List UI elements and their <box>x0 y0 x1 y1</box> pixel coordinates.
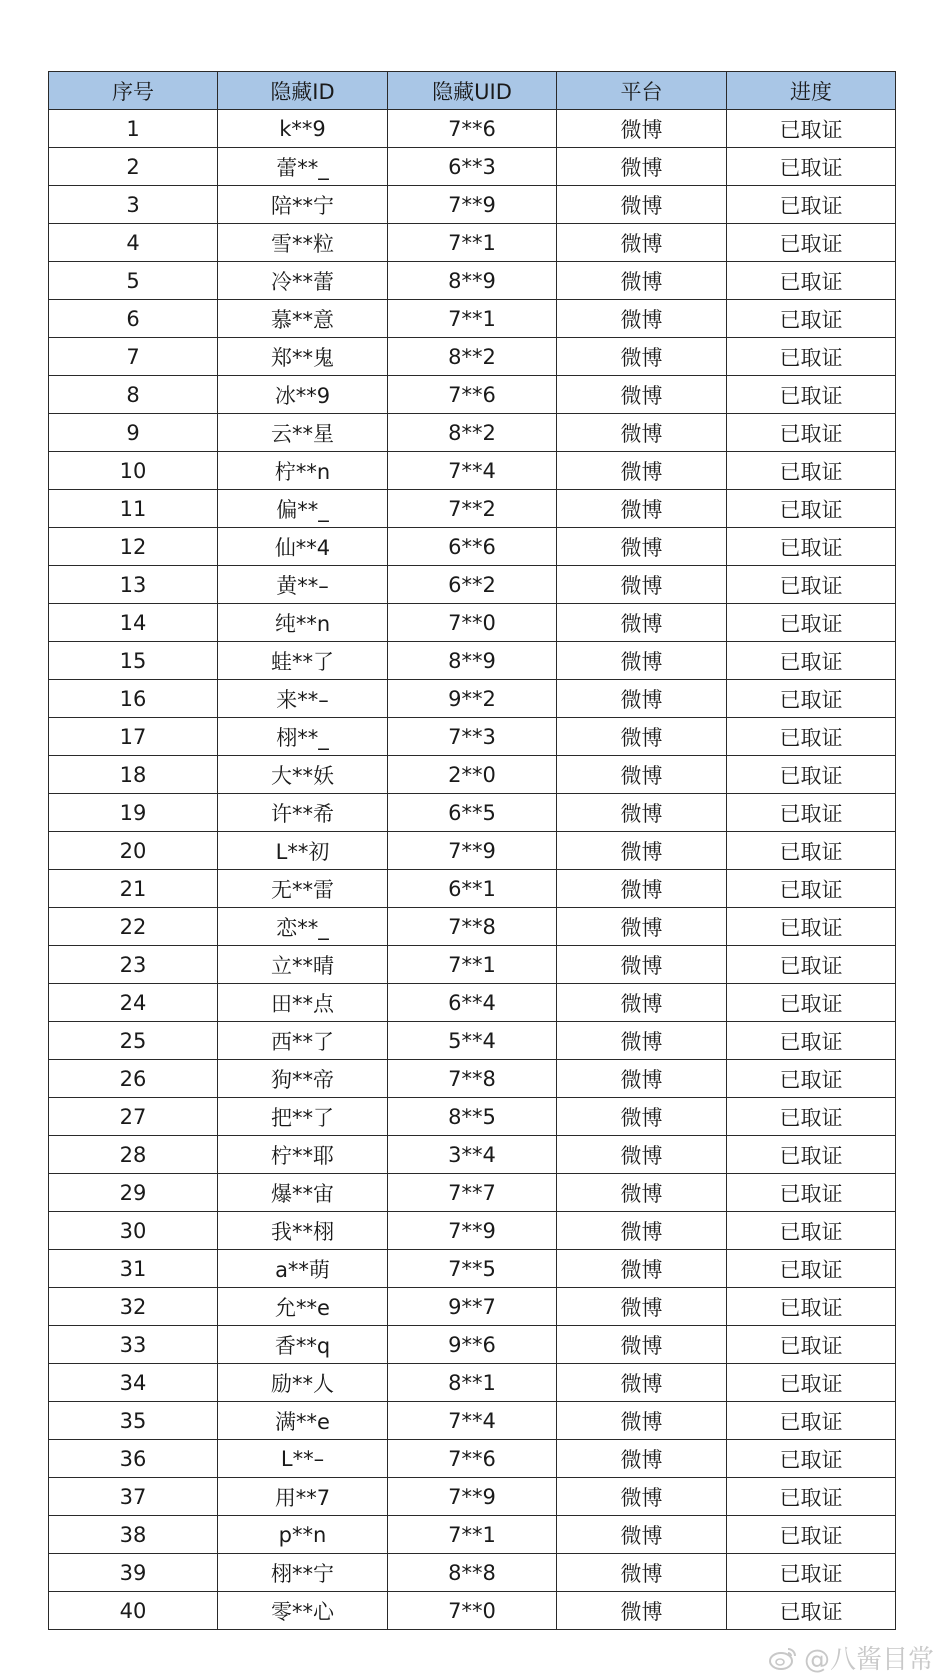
cell-hidden-id: 慕**意 <box>218 300 388 338</box>
table-row <box>49 832 896 870</box>
cell-platform: 微博 <box>557 832 727 870</box>
cell-index: 8 <box>49 376 218 414</box>
table-row <box>49 1440 896 1478</box>
cell-hidden-uid: 8**5 <box>388 1098 557 1136</box>
cell-hidden-uid: 8**8 <box>388 1554 557 1592</box>
cell-hidden-uid: 6**3 <box>388 148 557 186</box>
table-row <box>49 262 896 300</box>
cell-index: 34 <box>49 1364 218 1402</box>
cell-index: 5 <box>49 262 218 300</box>
cell-index: 4 <box>49 224 218 262</box>
cell-platform: 微博 <box>557 1516 727 1554</box>
cell-index: 35 <box>49 1402 218 1440</box>
cell-index: 16 <box>49 680 218 718</box>
cell-index: 2 <box>49 148 218 186</box>
cell-platform: 微博 <box>557 1364 727 1402</box>
cell-hidden-id: 爆**宙 <box>218 1174 388 1212</box>
cell-hidden-id: L**初 <box>218 832 388 870</box>
table-row <box>49 870 896 908</box>
table-row <box>49 756 896 794</box>
cell-hidden-id: 冰**9 <box>218 376 388 414</box>
cell-platform: 微博 <box>557 186 727 224</box>
cell-progress: 已取证 <box>727 984 896 1022</box>
cell-progress: 已取证 <box>727 452 896 490</box>
table-row <box>49 566 896 604</box>
records-body <box>49 110 896 1630</box>
cell-progress: 已取证 <box>727 338 896 376</box>
cell-hidden-uid: 7**9 <box>388 186 557 224</box>
cell-hidden-uid: 9**6 <box>388 1326 557 1364</box>
cell-platform: 微博 <box>557 528 727 566</box>
cell-hidden-uid: 7**6 <box>388 376 557 414</box>
cell-index: 9 <box>49 414 218 452</box>
cell-platform: 微博 <box>557 452 727 490</box>
cell-hidden-id: 许**希 <box>218 794 388 832</box>
cell-progress: 已取证 <box>727 1174 896 1212</box>
table-row <box>49 1478 896 1516</box>
cell-platform: 微博 <box>557 110 727 148</box>
cell-hidden-id: L**– <box>218 1440 388 1478</box>
cell-hidden-uid: 7**4 <box>388 452 557 490</box>
cell-progress: 已取证 <box>727 148 896 186</box>
header-cell-hidden-uid: 隐藏UID <box>388 72 557 110</box>
table-row <box>49 1326 896 1364</box>
cell-index: 11 <box>49 490 218 528</box>
table-row <box>49 300 896 338</box>
table-row <box>49 1098 896 1136</box>
cell-hidden-uid: 7**1 <box>388 946 557 984</box>
cell-hidden-uid: 6**5 <box>388 794 557 832</box>
cell-hidden-id: k**9 <box>218 110 388 148</box>
cell-platform: 微博 <box>557 300 727 338</box>
cell-platform: 微博 <box>557 414 727 452</box>
cell-progress: 已取证 <box>727 870 896 908</box>
cell-platform: 微博 <box>557 1022 727 1060</box>
cell-index: 40 <box>49 1592 218 1630</box>
cell-progress: 已取证 <box>727 604 896 642</box>
cell-progress: 已取证 <box>727 1440 896 1478</box>
cell-progress: 已取证 <box>727 414 896 452</box>
cell-index: 22 <box>49 908 218 946</box>
cell-progress: 已取证 <box>727 262 896 300</box>
table-row <box>49 414 896 452</box>
cell-hidden-uid: 7**6 <box>388 110 557 148</box>
cell-index: 14 <box>49 604 218 642</box>
cell-index: 19 <box>49 794 218 832</box>
cell-hidden-uid: 6**6 <box>388 528 557 566</box>
table-row <box>49 718 896 756</box>
cell-hidden-id: 恋**_ <box>218 908 388 946</box>
cell-platform: 微博 <box>557 1402 727 1440</box>
cell-progress: 已取证 <box>727 1402 896 1440</box>
cell-index: 10 <box>49 452 218 490</box>
cell-progress: 已取证 <box>727 1554 896 1592</box>
cell-hidden-id: 西**了 <box>218 1022 388 1060</box>
cell-hidden-id: 田**点 <box>218 984 388 1022</box>
cell-index: 32 <box>49 1288 218 1326</box>
table-row <box>49 376 896 414</box>
table-row <box>49 452 896 490</box>
cell-platform: 微博 <box>557 1098 727 1136</box>
table-row <box>49 908 896 946</box>
cell-hidden-id: 励**人 <box>218 1364 388 1402</box>
cell-progress: 已取证 <box>727 1364 896 1402</box>
header-cell-platform: 平台 <box>557 72 727 110</box>
cell-hidden-uid: 7**9 <box>388 1212 557 1250</box>
cell-hidden-uid: 7**0 <box>388 1592 557 1630</box>
header-cell-progress: 进度 <box>727 72 896 110</box>
cell-platform: 微博 <box>557 566 727 604</box>
cell-index: 29 <box>49 1174 218 1212</box>
cell-progress: 已取证 <box>727 680 896 718</box>
cell-hidden-id: 陪**宁 <box>218 186 388 224</box>
cell-hidden-uid: 7**8 <box>388 908 557 946</box>
cell-progress: 已取证 <box>727 1592 896 1630</box>
cell-index: 39 <box>49 1554 218 1592</box>
cell-hidden-uid: 3**4 <box>388 1136 557 1174</box>
cell-index: 15 <box>49 642 218 680</box>
cell-index: 21 <box>49 870 218 908</box>
cell-hidden-uid: 7**8 <box>388 1060 557 1098</box>
table-row <box>49 1174 896 1212</box>
cell-progress: 已取证 <box>727 1326 896 1364</box>
cell-progress: 已取证 <box>727 1022 896 1060</box>
records-table <box>48 71 896 1630</box>
cell-hidden-id: 仙**4 <box>218 528 388 566</box>
cell-platform: 微博 <box>557 1554 727 1592</box>
cell-platform: 微博 <box>557 1440 727 1478</box>
cell-progress: 已取证 <box>727 1250 896 1288</box>
cell-hidden-uid: 7**9 <box>388 1478 557 1516</box>
cell-hidden-uid: 7**1 <box>388 1516 557 1554</box>
cell-index: 31 <box>49 1250 218 1288</box>
cell-hidden-uid: 7**1 <box>388 300 557 338</box>
table-row <box>49 110 896 148</box>
cell-progress: 已取证 <box>727 718 896 756</box>
cell-platform: 微博 <box>557 262 727 300</box>
cell-progress: 已取证 <box>727 756 896 794</box>
cell-index: 7 <box>49 338 218 376</box>
cell-platform: 微博 <box>557 870 727 908</box>
table-row <box>49 1022 896 1060</box>
cell-hidden-uid: 9**2 <box>388 680 557 718</box>
table-row <box>49 148 896 186</box>
cell-index: 38 <box>49 1516 218 1554</box>
cell-platform: 微博 <box>557 642 727 680</box>
cell-index: 6 <box>49 300 218 338</box>
cell-progress: 已取证 <box>727 186 896 224</box>
cell-progress: 已取证 <box>727 642 896 680</box>
cell-platform: 微博 <box>557 1212 727 1250</box>
table-row <box>49 186 896 224</box>
cell-hidden-id: 立**晴 <box>218 946 388 984</box>
cell-hidden-id: 冷**蕾 <box>218 262 388 300</box>
cell-hidden-id: 柠**耶 <box>218 1136 388 1174</box>
table-row <box>49 338 896 376</box>
header-row <box>49 72 896 110</box>
cell-progress: 已取证 <box>727 1516 896 1554</box>
cell-hidden-uid: 2**0 <box>388 756 557 794</box>
cell-hidden-id: 大**妖 <box>218 756 388 794</box>
cell-progress: 已取证 <box>727 908 896 946</box>
table-row <box>49 1136 896 1174</box>
table-row <box>49 1554 896 1592</box>
table-row <box>49 1592 896 1630</box>
cell-index: 23 <box>49 946 218 984</box>
cell-progress: 已取证 <box>727 832 896 870</box>
header-cell-hidden-id: 隐藏ID <box>218 72 388 110</box>
cell-index: 3 <box>49 186 218 224</box>
cell-index: 27 <box>49 1098 218 1136</box>
cell-platform: 微博 <box>557 756 727 794</box>
weibo-logo-icon <box>768 1645 798 1671</box>
cell-hidden-id: 黄**– <box>218 566 388 604</box>
cell-platform: 微博 <box>557 1136 727 1174</box>
table-row <box>49 1364 896 1402</box>
cell-platform: 微博 <box>557 1592 727 1630</box>
cell-platform: 微博 <box>557 794 727 832</box>
table-row <box>49 1516 896 1554</box>
cell-hidden-id: 无**雷 <box>218 870 388 908</box>
table-row <box>49 490 896 528</box>
cell-hidden-id: 零**心 <box>218 1592 388 1630</box>
cell-index: 28 <box>49 1136 218 1174</box>
records-sheet <box>48 71 895 1630</box>
cell-hidden-uid: 7**0 <box>388 604 557 642</box>
cell-progress: 已取证 <box>727 1060 896 1098</box>
cell-hidden-id: 我**栩 <box>218 1212 388 1250</box>
cell-platform: 微博 <box>557 946 727 984</box>
cell-hidden-id: 允**e <box>218 1288 388 1326</box>
table-row <box>49 1212 896 1250</box>
cell-platform: 微博 <box>557 1250 727 1288</box>
cell-index: 13 <box>49 566 218 604</box>
cell-progress: 已取证 <box>727 110 896 148</box>
cell-hidden-id: a**萌 <box>218 1250 388 1288</box>
cell-hidden-id: 来**– <box>218 680 388 718</box>
cell-progress: 已取证 <box>727 224 896 262</box>
cell-hidden-uid: 8**9 <box>388 642 557 680</box>
cell-platform: 微博 <box>557 984 727 1022</box>
cell-progress: 已取证 <box>727 1098 896 1136</box>
cell-hidden-id: 蕾**_ <box>218 148 388 186</box>
table-row <box>49 680 896 718</box>
cell-hidden-uid: 8**1 <box>388 1364 557 1402</box>
cell-progress: 已取证 <box>727 300 896 338</box>
cell-index: 26 <box>49 1060 218 1098</box>
cell-platform: 微博 <box>557 1060 727 1098</box>
table-row <box>49 604 896 642</box>
cell-platform: 微博 <box>557 1326 727 1364</box>
cell-index: 30 <box>49 1212 218 1250</box>
cell-hidden-uid: 9**7 <box>388 1288 557 1326</box>
cell-index: 25 <box>49 1022 218 1060</box>
cell-hidden-id: 郑**鬼 <box>218 338 388 376</box>
cell-progress: 已取证 <box>727 1288 896 1326</box>
cell-index: 12 <box>49 528 218 566</box>
cell-index: 17 <box>49 718 218 756</box>
cell-progress: 已取证 <box>727 376 896 414</box>
cell-hidden-id: 柠**n <box>218 452 388 490</box>
cell-hidden-id: 蛙**了 <box>218 642 388 680</box>
cell-progress: 已取证 <box>727 528 896 566</box>
cell-index: 36 <box>49 1440 218 1478</box>
cell-hidden-uid: 8**2 <box>388 338 557 376</box>
cell-hidden-id: 雪**粒 <box>218 224 388 262</box>
cell-progress: 已取证 <box>727 490 896 528</box>
cell-index: 20 <box>49 832 218 870</box>
table-row <box>49 1060 896 1098</box>
cell-hidden-uid: 7**1 <box>388 224 557 262</box>
table-row <box>49 984 896 1022</box>
cell-index: 37 <box>49 1478 218 1516</box>
cell-progress: 已取证 <box>727 1136 896 1174</box>
cell-index: 1 <box>49 110 218 148</box>
cell-platform: 微博 <box>557 490 727 528</box>
cell-progress: 已取证 <box>727 1478 896 1516</box>
cell-platform: 微博 <box>557 338 727 376</box>
cell-platform: 微博 <box>557 224 727 262</box>
table-row <box>49 794 896 832</box>
cell-platform: 微博 <box>557 1288 727 1326</box>
cell-hidden-uid: 7**9 <box>388 832 557 870</box>
header-cell-index: 序号 <box>49 72 218 110</box>
cell-index: 18 <box>49 756 218 794</box>
cell-hidden-uid: 7**5 <box>388 1250 557 1288</box>
table-row <box>49 642 896 680</box>
cell-hidden-uid: 7**7 <box>388 1174 557 1212</box>
cell-platform: 微博 <box>557 680 727 718</box>
cell-index: 24 <box>49 984 218 1022</box>
cell-hidden-id: 用**7 <box>218 1478 388 1516</box>
cell-progress: 已取证 <box>727 794 896 832</box>
cell-hidden-uid: 6**4 <box>388 984 557 1022</box>
cell-hidden-uid: 6**2 <box>388 566 557 604</box>
cell-platform: 微博 <box>557 148 727 186</box>
cell-platform: 微博 <box>557 1174 727 1212</box>
cell-platform: 微博 <box>557 604 727 642</box>
table-row <box>49 224 896 262</box>
cell-progress: 已取证 <box>727 566 896 604</box>
cell-hidden-uid: 7**3 <box>388 718 557 756</box>
cell-platform: 微博 <box>557 376 727 414</box>
table-row <box>49 528 896 566</box>
cell-hidden-id: 把**了 <box>218 1098 388 1136</box>
cell-hidden-id: 香**q <box>218 1326 388 1364</box>
cell-hidden-id: 狗**帝 <box>218 1060 388 1098</box>
cell-hidden-uid: 8**2 <box>388 414 557 452</box>
cell-hidden-id: 栩**宁 <box>218 1554 388 1592</box>
cell-hidden-id: 云**星 <box>218 414 388 452</box>
cell-index: 33 <box>49 1326 218 1364</box>
cell-hidden-id: 满**e <box>218 1402 388 1440</box>
cell-hidden-uid: 8**9 <box>388 262 557 300</box>
cell-platform: 微博 <box>557 718 727 756</box>
cell-hidden-uid: 6**1 <box>388 870 557 908</box>
cell-hidden-id: 栩**_ <box>218 718 388 756</box>
table-row <box>49 1250 896 1288</box>
watermark-text: @八酱目常 <box>803 1645 934 1675</box>
cell-hidden-id: p**n <box>218 1516 388 1554</box>
cell-hidden-uid: 5**4 <box>388 1022 557 1060</box>
cell-hidden-id: 偏**_ <box>218 490 388 528</box>
table-row <box>49 1402 896 1440</box>
cell-hidden-id: 纯**n <box>218 604 388 642</box>
watermark <box>768 1639 934 1676</box>
cell-platform: 微博 <box>557 1478 727 1516</box>
cell-platform: 微博 <box>557 908 727 946</box>
table-row <box>49 946 896 984</box>
cell-hidden-uid: 7**2 <box>388 490 557 528</box>
cell-progress: 已取证 <box>727 946 896 984</box>
cell-progress: 已取证 <box>727 1212 896 1250</box>
cell-hidden-uid: 7**4 <box>388 1402 557 1440</box>
table-row <box>49 1288 896 1326</box>
cell-hidden-uid: 7**6 <box>388 1440 557 1478</box>
